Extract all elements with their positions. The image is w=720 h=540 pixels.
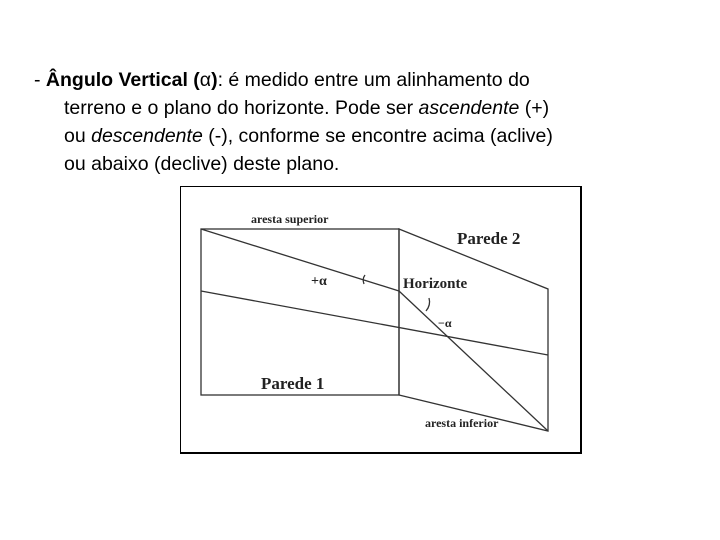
- text-line-1: [34, 66, 694, 94]
- line3-start: ou: [64, 125, 92, 147]
- label-parede-2: Parede 2: [457, 229, 521, 248]
- ascendente-word: ascendente: [418, 97, 520, 119]
- line1-rest: : é medido entre um alinhamento do: [217, 69, 530, 91]
- line3-end: (-), conforme se encontre acima (aclive): [202, 125, 553, 147]
- minus-alpha-arc: [426, 298, 430, 311]
- descendente-word: descendente: [91, 125, 203, 147]
- line4-text: ou abaixo (declive) deste plano.: [64, 153, 340, 175]
- wall-1: [201, 229, 399, 395]
- bullet-dash: -: [34, 69, 46, 91]
- text-line-3: [34, 122, 694, 150]
- definition-text: [34, 66, 694, 178]
- label-minus-alpha: −α: [438, 316, 452, 330]
- term-title-close: ): [211, 69, 218, 91]
- label-aresta-superior: aresta superior: [251, 212, 329, 226]
- text-line-4: [34, 150, 694, 178]
- line2-text: terreno e o plano do horizonte. Pode ser: [64, 97, 419, 119]
- wall-2: [399, 229, 548, 431]
- label-aresta-inferior: aresta inferior: [425, 416, 499, 430]
- text-line-2: [34, 94, 694, 122]
- walls-diagram: [180, 186, 582, 454]
- ascending-line: [201, 229, 399, 291]
- label-plus-alpha: +α: [311, 274, 327, 289]
- descending-line: [399, 291, 548, 431]
- alpha-symbol: α: [199, 69, 212, 91]
- label-horizonte: Horizonte: [403, 276, 468, 292]
- line2-end: (+): [519, 97, 550, 119]
- walls-diagram-svg: [181, 187, 581, 453]
- label-parede-1: Parede 1: [261, 374, 325, 393]
- term-title: Ângulo Vertical (: [45, 69, 200, 91]
- horizon-line: [201, 291, 548, 355]
